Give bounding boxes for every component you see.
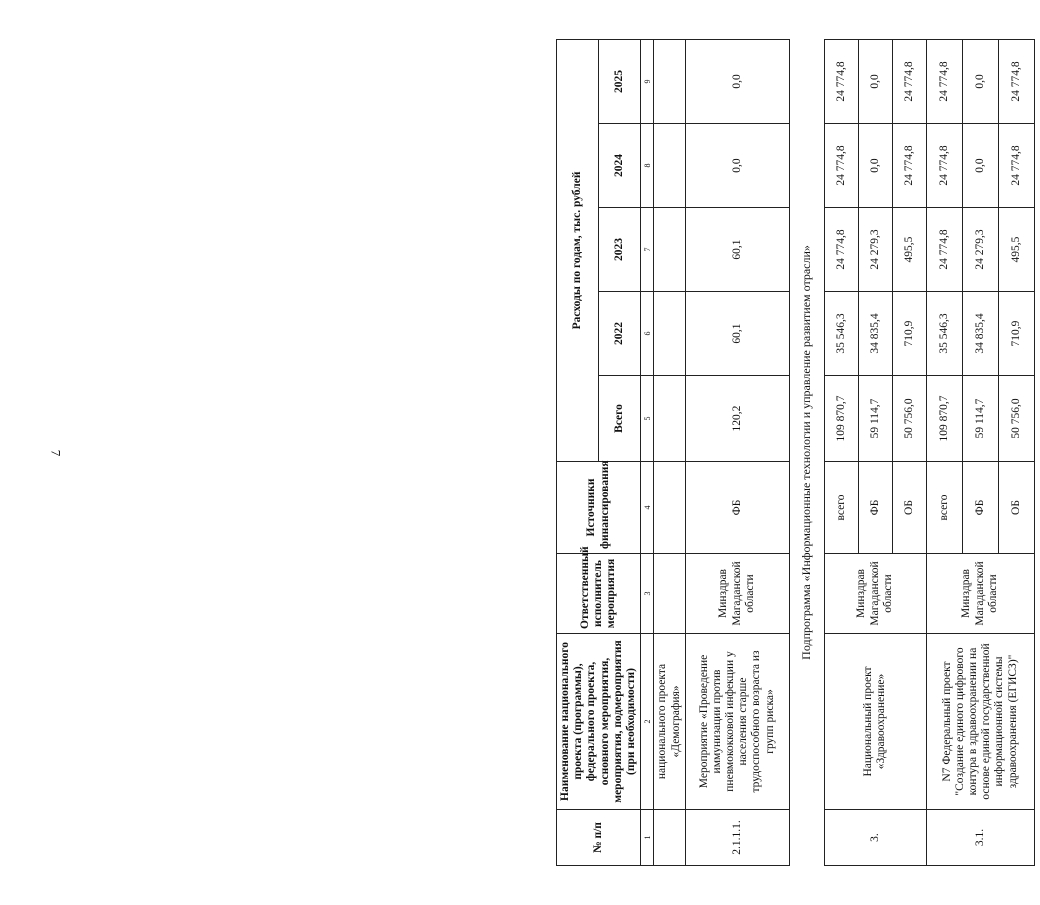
header-num: № п/п bbox=[557, 810, 641, 866]
col-number: 1 bbox=[641, 810, 654, 866]
header-row bbox=[557, 39, 599, 865]
row-2025: 0,0 bbox=[685, 39, 789, 123]
rotated-table-container bbox=[556, 40, 1040, 866]
row-source: ФБ bbox=[962, 462, 998, 554]
header-name: Наименование национального проекта (программы), федерального проекта, основного мероприятия, мероприятия, подмероприятия (при необходимости) bbox=[557, 634, 641, 810]
row-2024: 24 774,8 bbox=[998, 124, 1034, 208]
row-total: 109 870,7 bbox=[926, 376, 962, 462]
row-2025: 24 774,8 bbox=[926, 39, 962, 123]
table-row bbox=[654, 39, 685, 865]
column-numbers-row bbox=[641, 39, 654, 865]
row-total: 50 756,0 bbox=[998, 376, 1034, 462]
row-2024: 24 774,8 bbox=[892, 124, 926, 208]
row-2025: 24 774,8 bbox=[824, 39, 858, 123]
row-2023: 495,5 bbox=[998, 208, 1034, 292]
row-2023: 24 279,3 bbox=[858, 208, 892, 292]
col-number: 7 bbox=[641, 208, 654, 292]
row-name: Мероприятие «Проведение иммунизации против пневмококковой инфекции у населения старше трудоспособного возраста из групп риска» bbox=[685, 634, 789, 810]
row-exec: Минздрав Магаданской области bbox=[685, 554, 789, 634]
row-2022: 34 835,4 bbox=[962, 292, 998, 376]
row-total: 50 756,0 bbox=[892, 376, 926, 462]
expenses-table bbox=[556, 39, 1035, 866]
row-2024: 0,0 bbox=[858, 124, 892, 208]
header-2022: 2022 bbox=[599, 292, 641, 376]
col-number: 5 bbox=[641, 376, 654, 462]
row-source: всего bbox=[824, 462, 858, 554]
col-number: 8 bbox=[641, 124, 654, 208]
row-source: ОБ bbox=[892, 462, 926, 554]
row-2025: 24 774,8 bbox=[998, 39, 1034, 123]
row-source: всего bbox=[926, 462, 962, 554]
row-2023: 24 774,8 bbox=[926, 208, 962, 292]
row-total: 59 114,7 bbox=[858, 376, 892, 462]
row-total: 109 870,7 bbox=[824, 376, 858, 462]
col-number: 3 bbox=[641, 554, 654, 634]
col-number: 6 bbox=[641, 292, 654, 376]
row-total: 59 114,7 bbox=[962, 376, 998, 462]
table-row bbox=[685, 39, 789, 865]
row-2025: 0,0 bbox=[962, 39, 998, 123]
row-2022: 710,9 bbox=[892, 292, 926, 376]
page-number: 7 bbox=[48, 449, 64, 457]
row-2024: 24 774,8 bbox=[824, 124, 858, 208]
row-2024: 0,0 bbox=[962, 124, 998, 208]
row-2022: 60,1 bbox=[685, 292, 789, 376]
row-source: ФБ bbox=[858, 462, 892, 554]
header-expenses: Расходы по годам, тыс. рублей bbox=[557, 39, 599, 461]
subprogram-row bbox=[789, 39, 824, 865]
table-row bbox=[926, 39, 962, 865]
row-2023: 24 774,8 bbox=[824, 208, 858, 292]
col-number: 9 bbox=[641, 39, 654, 123]
header-2023: 2023 bbox=[599, 208, 641, 292]
header-total: Всего bbox=[599, 376, 641, 462]
row-2023: 24 279,3 bbox=[962, 208, 998, 292]
row-2024: 24 774,8 bbox=[926, 124, 962, 208]
table-row bbox=[824, 39, 858, 865]
header-source: Источники финансирования bbox=[557, 462, 641, 554]
row-name: национального проекта «Демография» bbox=[654, 634, 685, 810]
row-2022: 35 546,3 bbox=[824, 292, 858, 376]
row-2024: 0,0 bbox=[685, 124, 789, 208]
row-2022: 710,9 bbox=[998, 292, 1034, 376]
col-number: 2 bbox=[641, 634, 654, 810]
row-num: 3. bbox=[824, 810, 926, 866]
header-2025: 2025 bbox=[599, 39, 641, 123]
row-2022: 34 835,4 bbox=[858, 292, 892, 376]
row-exec: Минздрав Магаданской области bbox=[824, 554, 926, 634]
col-number: 4 bbox=[641, 462, 654, 554]
subprogram-title: Подпрограмма «Информационные технологии и управление развитием отрасли» bbox=[789, 39, 824, 865]
row-name: Национальный проект «Здравоохранение» bbox=[824, 634, 926, 810]
row-2023: 60,1 bbox=[685, 208, 789, 292]
row-num: 3.1. bbox=[926, 810, 1034, 866]
row-source: ФБ bbox=[685, 462, 789, 554]
row-2025: 0,0 bbox=[858, 39, 892, 123]
row-2025: 24 774,8 bbox=[892, 39, 926, 123]
row-name: N7 Федеральный проект "Создание единого цифрового контура в здравоохранении на основе единой государственной информационной системы здравоохранения (ЕГИСЗ)" bbox=[926, 634, 1034, 810]
row-total: 120,2 bbox=[685, 376, 789, 462]
row-exec: Минздрав Магаданской области bbox=[926, 554, 1034, 634]
row-num: 2.1.1.1. bbox=[685, 810, 789, 866]
row-2023: 495,5 bbox=[892, 208, 926, 292]
row-source: ОБ bbox=[998, 462, 1034, 554]
header-2024: 2024 bbox=[599, 124, 641, 208]
header-exec: Ответственный исполнитель мероприятия bbox=[557, 554, 641, 634]
row-2022: 35 546,3 bbox=[926, 292, 962, 376]
